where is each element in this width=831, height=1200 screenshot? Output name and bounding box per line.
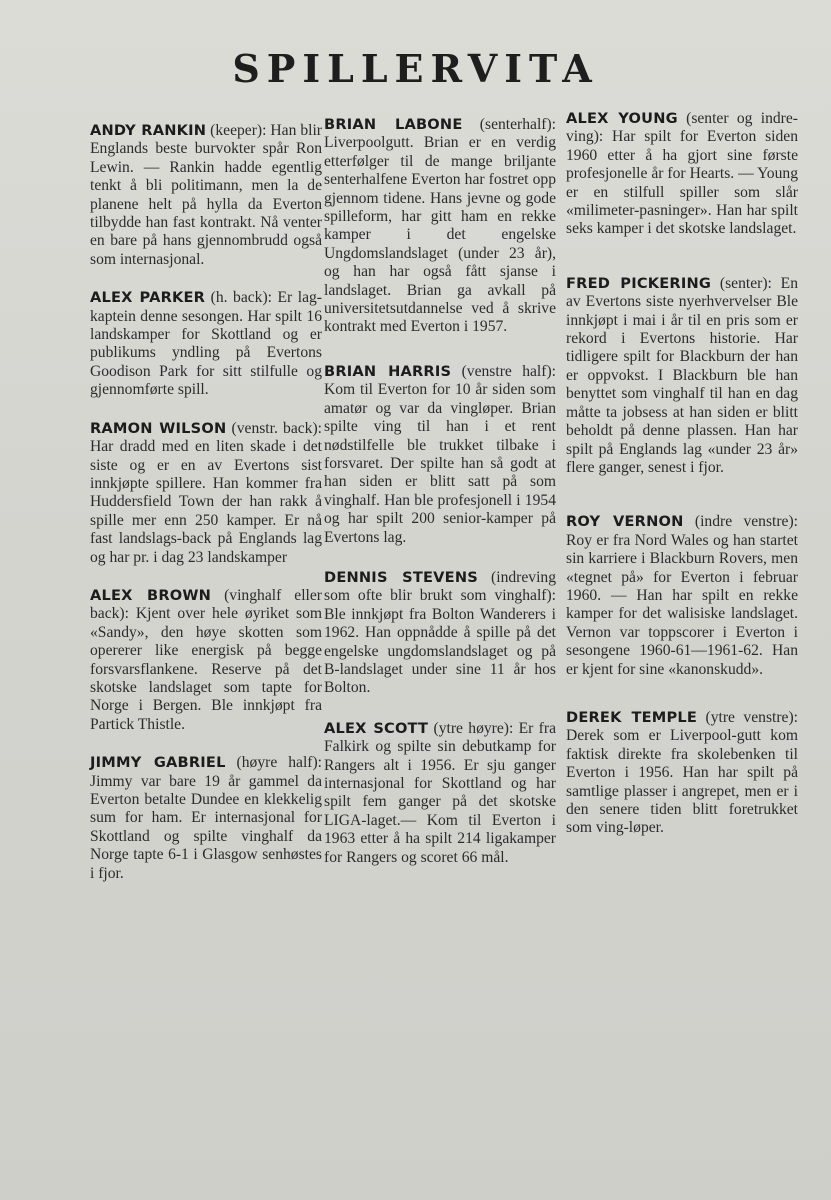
player-entry-wilson [90, 420, 322, 567]
player-entry-gabriel [90, 754, 322, 883]
player-name: DEREK TEMPLE [566, 708, 698, 726]
player-bio: (senter og indre-ving): Har spilt for Everton siden 1960 etter å ha gjort sine første profesjonelle år for Hearts. — Young er en stilfull spiller som slår «milimeter-pasninger». Han har spilt seks kamper i det skotske landslaget. [566, 110, 798, 238]
player-bio: (h. back): Er lag-kaptein denne sesongen. Har spilt 16 landskamper for Skottland og er publikums yndling på Evertons Goodison Park for sitt stilfulle og gjennomførte spill. [90, 289, 323, 399]
page-title: SPILLERVITA [232, 46, 599, 91]
player-entry-temple [566, 709, 798, 838]
player-name: ALEX BROWN [90, 586, 212, 604]
player-bio: (senter): En av Evertons siste nyerhvervelser Ble innkjøpt i mai i år til en pris som er rekord i Evertons historie. Har tidligere spilt for Blackburn der han er oppvokst. I Blackburn ble han benyttet som vinghalf til han en dag måtte ta jobsess at han siden er blitt beholdt på denne plassen. Han har spilt på Englands lag «under 23 år» flere ganger, senest i fjor. [566, 274, 798, 476]
column-left [90, 116, 322, 883]
player-entry-stevens [324, 569, 556, 698]
player-name: ROY VERNON [566, 513, 684, 531]
player-bio: (senterhalf): Liverpoolgutt. Brian er en verdig etterfølger til de mange briljante senterhalfene Everton har fostret opp gjennom tidene. Hans jevne og gode spilleform, har gitt ham en rekke kamper i det engelske Ungdomslandslaget (under 23 år), og han har også fått sjanse i landslaget. Brian ga avkall på universitetsutdannelse ved å skrive kontrakt med Everton i 1957. [324, 116, 556, 336]
player-entry-labone [324, 116, 556, 337]
player-name: ALEX YOUNG [566, 110, 678, 127]
player-bio: (venstre half): Kom til Everton for 10 år siden som amatør og var da vingløper. Brian spilte ving til han i et rent nødstilfelle ble trukket tilbake i forsvaret. Der spilte han så godt at han siden er blitt satt på som vinghalf. Han ble profesjonell i 1954 og har spilt 200 senior-kamper på Evertons lag. [324, 362, 556, 546]
player-name: DENNIS STEVENS [324, 568, 478, 586]
player-name: BRIAN LABONE [324, 116, 463, 133]
player-bio: (ytre venstre): Derek som er Liverpool-gutt kom faktisk direkte fra skolebenken til Everton i 1956. Han har spilt på samtlige plasser i angrepet, men er i den senere tiden blitt foretrukket som ving-løper. [566, 708, 798, 837]
player-name: RAMON WILSON [90, 419, 227, 437]
player-entry-rankin [90, 122, 322, 269]
player-name: ANDY RANKIN [90, 122, 207, 139]
player-name: FRED PICKERING [566, 274, 712, 292]
player-entry-harris [324, 363, 556, 547]
player-name: ALEX PARKER [90, 289, 206, 307]
player-entry-pickering [566, 275, 798, 477]
player-bio: (venstr. back): Har dradd med en liten skade i det siste og er en av Evertons sist innkjøpte spillere. Han kommer fra Huddersfield Town der han rakk å spille mer enn 250 kamper. Er nå fast landslags-back på Englands lag og har pr. i dag 23 landskamper [90, 419, 322, 566]
player-name: ALEX SCOTT [324, 719, 429, 737]
player-entry-parker [90, 289, 322, 399]
player-entry-brown [90, 587, 322, 734]
player-bio: (indre venstre): Roy er fra Nord Wales og han startet sin karriere i Blackburn Rovers, men «tegnet på» for Everton i februar 1960. — Han har spilt en rekke kamper for det walisiske landslaget. Vernon var toppscorer i Everton i sesongene 1960-61—1961-62. Han er kjent for sine «kanonskudd». [566, 513, 798, 678]
player-bio: (vinghalf eller back): Kjent over hele øyriket som «Sandy», den høye skotten som opererer like energisk på begge forsvarsflankene. Reserve på det skotske landslaget som tapte for Norge i Bergen. Ble innkjøpt fra Partick Thistle. [90, 586, 322, 733]
column-middle [324, 116, 556, 867]
player-entry-vernon [566, 513, 798, 679]
player-bio: (keeper): Han blir Englands beste burvokter spår Ron Lewin. — Rankin hadde egentlig tenkt å bli politimann, men la de planene helt på hylla da Everton tilbydde han fast kontrakt. Nå venter en bare på hans gjennombrudd også som internasjonal. [90, 122, 322, 268]
player-entry-young [566, 110, 798, 239]
player-bio: (høyre half): Jimmy var bare 19 år gammel da Everton betalte Dundee en klekkelig sum for ham. Er internasjonal for Skottland og spilte vinghalf da Norge tapte 6-1 i Glasgow senhøstes i fjor. [90, 754, 322, 882]
player-bio: (indreving som ofte blir brukt som vinghalf): Ble innkjøpt fra Bolton Wanderers i 1962. Han oppnådde å spille på det engelske ungdomslandslaget og på B-landslaget under sine 11 år hos Bolton. [324, 568, 556, 697]
player-bio: (ytre høyre): Er fra Falkirk og spilte sin debutkamp for Rangers alt i 1956. Er sju ganger internasjonal for Skottland og har spilt fem ganger på det skotske LIGA-laget.— Kom til Everton i 1963 etter å ha spilt 214 ligakamper for Rangers og scoret 66 mål. [324, 719, 556, 866]
player-name: JIMMY GABRIEL [90, 754, 226, 772]
column-right [566, 110, 798, 838]
player-name: BRIAN HARRIS [324, 362, 452, 380]
player-entry-scott [324, 720, 556, 867]
